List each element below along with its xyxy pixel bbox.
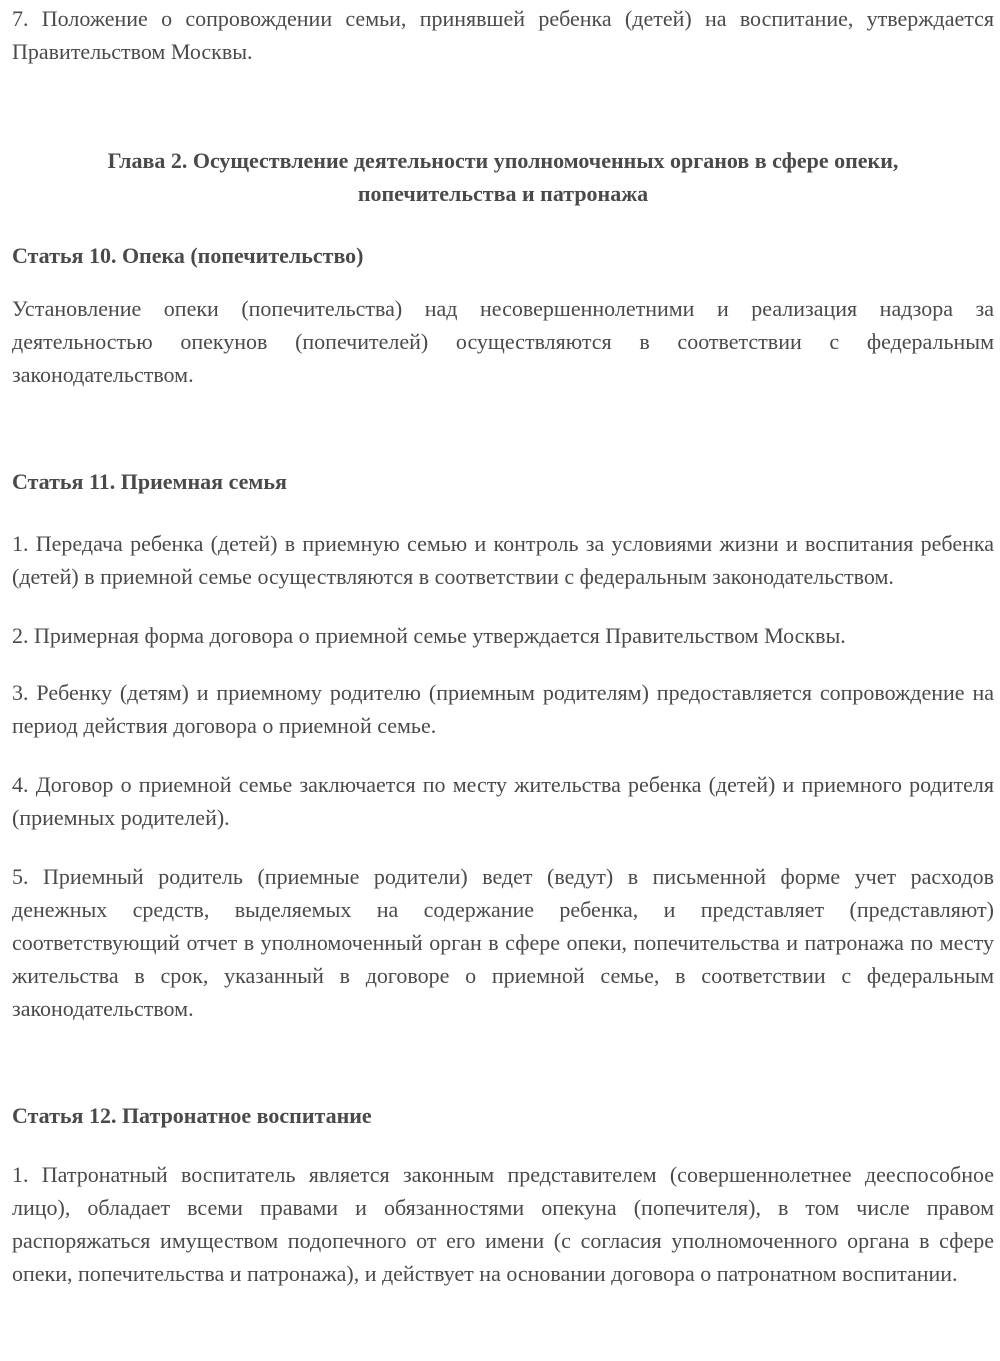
article-11-paragraph-1: 1. Передача ребенка (детей) в приемную семью и контроль за условиями жизни и воспитания ребенка (детей) в приемной семье осуществляются в соответствии с федеральным законодательством. bbox=[12, 531, 994, 589]
chapter-2-heading: Глава 2. Осуществление деятельности уполномоченных органов в сфере опеки, попечительства и патронажа bbox=[107, 148, 899, 206]
article-11-paragraph-3: 3. Ребенку (детям) и приемному родителю (приемным родителям) предоставляется сопровождение на период действия договора о приемной семье. bbox=[12, 680, 994, 738]
document-page bbox=[12, 0, 994, 1290]
article-11-paragraph-5: 5. Приемный родитель (приемные родители) ведет (ведут) в письменной форме учет расходов денежных средств, выделяемых на содержание ребенка, и представляет (представляют) соответствующий отчет в уполномоченный орган в сфере опеки, попечительства и патронажа по месту жительства в срок, указанный в договоре о приемной семье, в соответствии с федеральным законодательством. bbox=[12, 864, 994, 1021]
paragraph-7: 7. Положение о сопровождении семьи, принявшей ребенка (детей) на воспитание, утверждается Правительством Москвы. bbox=[12, 6, 994, 64]
article-12-heading: Статья 12. Патронатное воспитание bbox=[12, 1103, 372, 1128]
article-11-paragraph-2: 2. Примерная форма договора о приемной семье утверждается Правительством Москвы. bbox=[12, 623, 846, 648]
article-10-heading: Статья 10. Опека (попечительство) bbox=[12, 243, 364, 268]
article-10-text: Установление опеки (попечительства) над несовершеннолетними и реализация надзора за деятельностью опекунов (попечителей) осуществляются в соответствии с федеральным законодательством. bbox=[12, 296, 994, 387]
article-11-heading: Статья 11. Приемная семья bbox=[12, 469, 287, 494]
article-12-paragraph-1: 1. Патронатный воспитатель является законным представителем (совершеннолетнее дееспособное лицо), обладает всеми правами и обязанностями опекуна (попечителя), в том числе правом распоряжаться имуществом подопечного от его имени (с согласия уполномоченного органа в сфере опеки, попечительства и патронажа), и действует на основании договора о патронатном воспитании. bbox=[12, 1162, 994, 1286]
article-11-paragraph-4: 4. Договор о приемной семье заключается по месту жительства ребенка (детей) и приемного родителя (приемных родителей). bbox=[12, 772, 994, 830]
